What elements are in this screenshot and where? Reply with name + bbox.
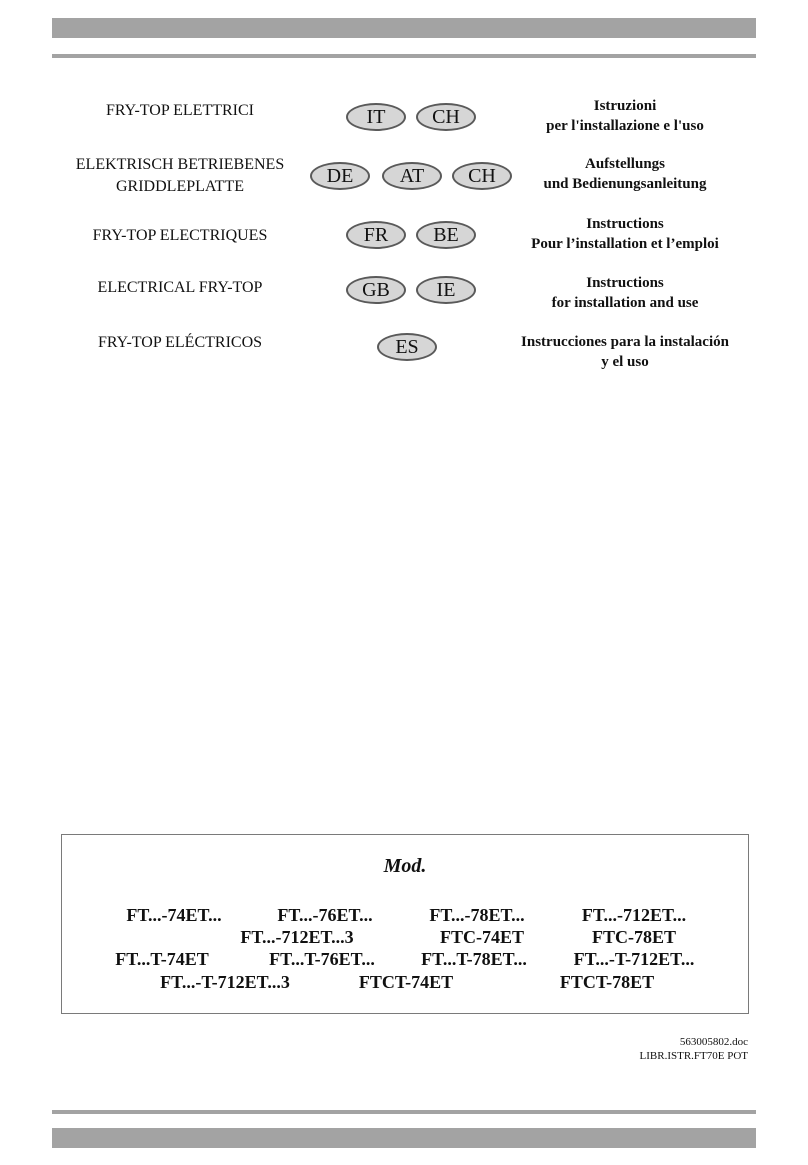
lang-badge-ie: IE (416, 276, 476, 304)
lang-badge-de: DE (310, 162, 370, 190)
product-line: FRY-TOP ELECTRIQUES (92, 227, 268, 244)
header-rule (52, 54, 756, 58)
product-line: ELEKTRISCH BETRIEBENES (75, 156, 285, 173)
instructions-line: per l'installazione e l'uso (546, 118, 704, 134)
doc-file-name: 563005802.doc (679, 1036, 748, 1048)
document-reference (640, 1035, 748, 1063)
model-code: FT...-76ET... (277, 905, 373, 925)
instructions-title (500, 154, 750, 194)
model-code: FTC-74ET (439, 927, 525, 947)
model-code: FT...T-78ET... (421, 949, 527, 969)
instructions-line: Instructions (586, 275, 664, 291)
models-box (61, 834, 749, 1014)
product-name (60, 277, 300, 299)
model-code: FT...-78ET... (429, 905, 525, 925)
instructions-line: Pour l’installation et l’emploi (531, 236, 719, 252)
instructions-line: Instructions (586, 216, 664, 232)
lang-badge-ch: CH (416, 103, 476, 131)
lang-badge-fr: FR (346, 221, 406, 249)
lang-badge-es: ES (377, 333, 437, 361)
instructions-title (500, 332, 750, 372)
model-code: FTCT-74ET (358, 972, 454, 992)
instructions-title (500, 96, 750, 136)
models-title: Mod. (383, 855, 427, 877)
doc-code: LIBR.ISTR.FT70E POT (639, 1050, 748, 1062)
model-code: FTCT-78ET (559, 972, 655, 992)
instructions-line: Instrucciones para la instalación (521, 334, 729, 350)
model-code: FT...T-76ET... (269, 949, 375, 969)
model-code: FT...T-74ET (115, 949, 209, 969)
header-bar (52, 18, 756, 38)
product-line: FRY-TOP ELETTRICI (105, 102, 254, 119)
lang-badge-at: AT (382, 162, 442, 190)
footer-rule (52, 1110, 756, 1114)
product-line: FRY-TOP ELÉCTRICOS (97, 334, 263, 351)
lang-badge-it: IT (346, 103, 406, 131)
product-name (60, 154, 300, 198)
instructions-line: Aufstellungs (584, 156, 666, 172)
model-code: FT...-712ET... (581, 905, 687, 925)
instructions-line: for installation and use (551, 295, 699, 311)
instructions-line: und Bedienungsanleitung (543, 176, 707, 192)
lang-badge-gb: GB (346, 276, 406, 304)
product-line: GRIDDLEPLATTE (116, 178, 244, 195)
instructions-title (500, 273, 750, 313)
lang-badge-ch: CH (452, 162, 512, 190)
model-code: FT...-712ET...3 (240, 927, 354, 947)
model-code: FT...-74ET... (126, 905, 222, 925)
model-code: FT...-T-712ET... (573, 949, 695, 969)
product-line: ELECTRICAL FRY-TOP (97, 279, 263, 296)
instructions-line: Istruzioni (593, 98, 657, 114)
lang-badge-be: BE (416, 221, 476, 249)
product-name (60, 332, 300, 354)
product-name (60, 100, 300, 122)
instructions-line: y el uso (601, 354, 649, 370)
model-code: FTC-78ET (591, 927, 677, 947)
footer-bar (52, 1128, 756, 1148)
instructions-title (500, 214, 750, 254)
product-name (60, 225, 300, 247)
model-code: FT...-T-712ET...3 (160, 972, 290, 992)
